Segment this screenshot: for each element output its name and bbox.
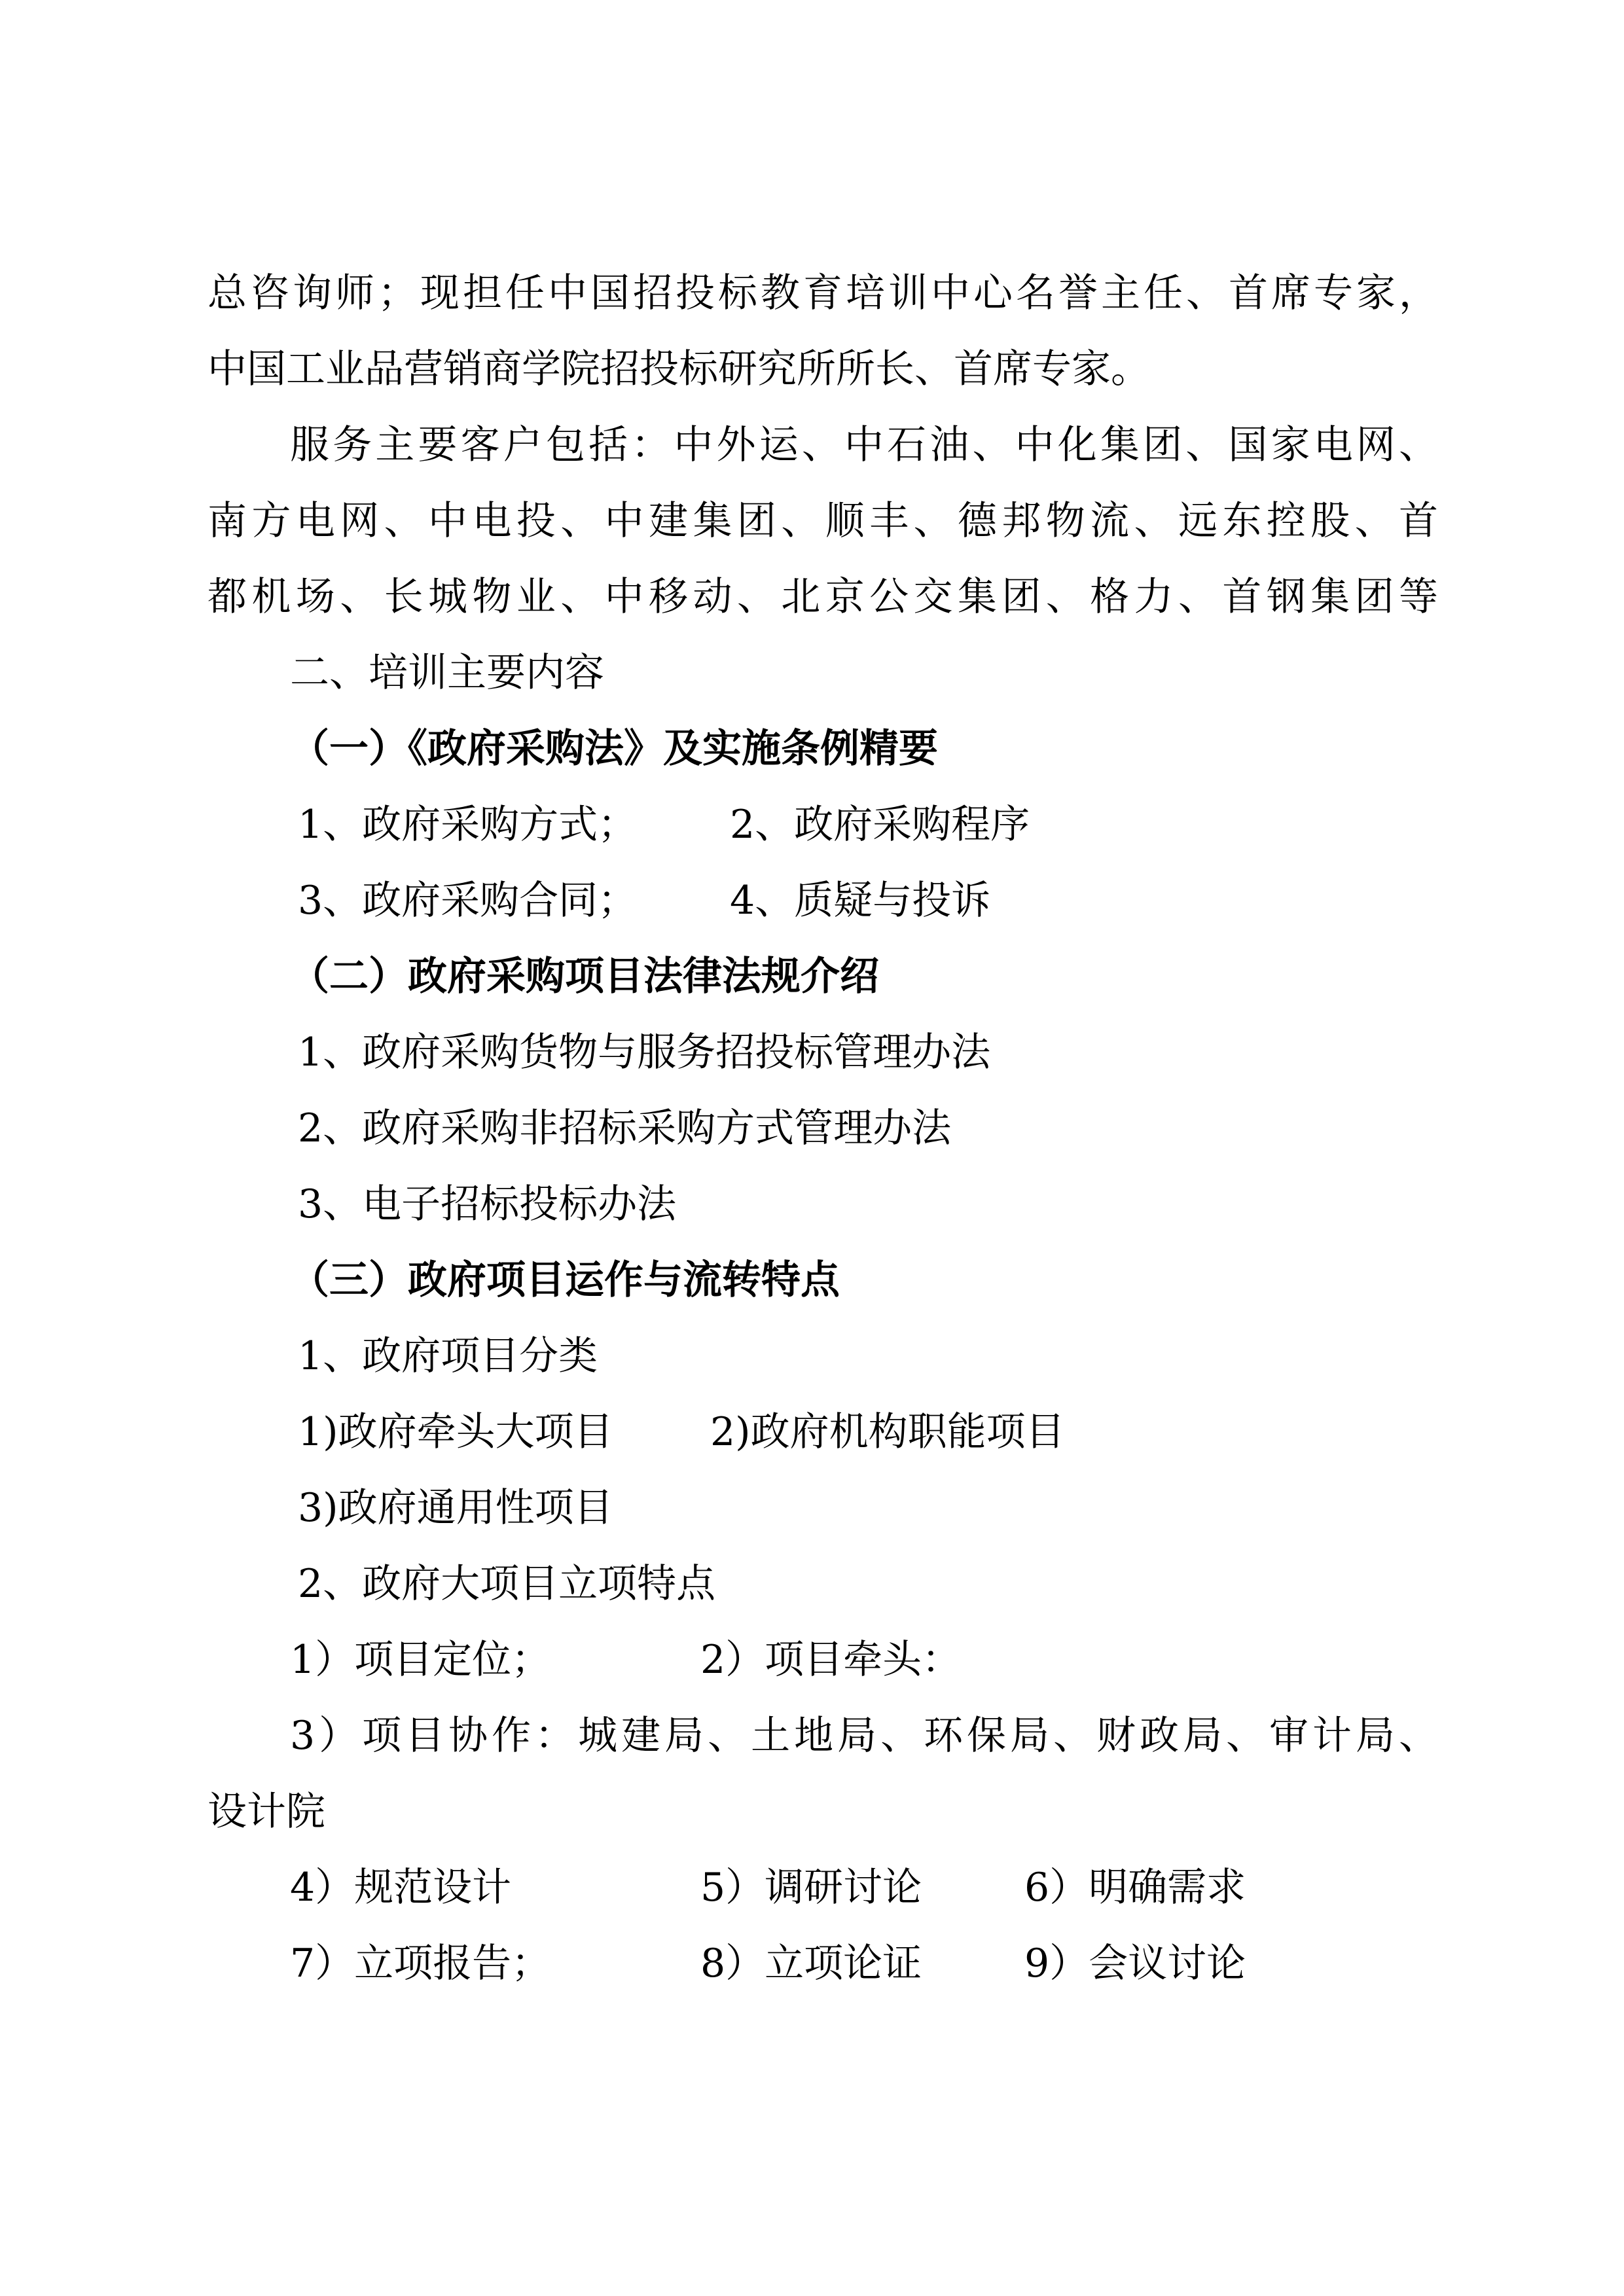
intro-line-2: 中国工业品营销商学院招投标研究所所长、首席专家。 bbox=[208, 346, 1150, 392]
part3-sub2-item: 5）调研讨论 bbox=[700, 1865, 922, 1910]
part3-sub2-item: 2）项目牵头： bbox=[700, 1637, 962, 1683]
clients-line-2: 南方电网、中电投、中建集团、顺丰、德邦物流、远东控股、首 bbox=[208, 498, 1438, 544]
part1-heading: （一）《政府采购法》及实施条例精要 bbox=[290, 726, 938, 772]
part3-sub2-item: 8）立项论证 bbox=[700, 1941, 922, 1986]
section-title: 二、培训主要内容 bbox=[290, 650, 604, 696]
part1-item: 2、政府采购程序 bbox=[730, 802, 1030, 848]
part3-sub1-item: 3)政府通用性项目 bbox=[298, 1485, 613, 1531]
part3-sub2-item: 1）项目定位； bbox=[290, 1637, 551, 1683]
part3-heading: （三）政府项目运作与流转特点 bbox=[290, 1257, 840, 1303]
part3-sub1-item: 1)政府牵头大项目 bbox=[298, 1409, 613, 1455]
part3-sub2-item: 7）立项报告； bbox=[290, 1941, 551, 1986]
part1-item: 4、质疑与投诉 bbox=[730, 878, 991, 924]
intro-line-1: 总咨询师；现担任中国招投标教育培训中心名誉主任、首席专家， bbox=[208, 270, 1438, 316]
part3-sub2-item: 9）会议讨论 bbox=[1024, 1941, 1246, 1986]
part3-sub2: 2、政府大项目立项特点 bbox=[298, 1561, 716, 1607]
part3-sub1: 1、政府项目分类 bbox=[298, 1333, 598, 1379]
part1-item: 1、政府采购方式； bbox=[298, 802, 638, 848]
part2-heading: （二）政府采购项目法律法规介绍 bbox=[290, 954, 879, 999]
part2-item: 2、政府采购非招标采购方式管理办法 bbox=[298, 1105, 952, 1151]
part3-sub2-item: 3）项目协作：城建局、土地局、环保局、财政局、审计局、 bbox=[290, 1713, 1438, 1759]
part3-sub2-item: 4）规范设计 bbox=[290, 1865, 512, 1910]
clients-line-3: 都机场、长城物业、中移动、北京公交集团、格力、首钢集团等 bbox=[208, 574, 1438, 620]
clients-line-1: 服务主要客户包括：中外运、中石油、中化集团、国家电网、 bbox=[290, 422, 1438, 468]
part3-sub2-item: 6）明确需求 bbox=[1024, 1865, 1246, 1910]
part3-sub1-item: 2)政府机构职能项目 bbox=[710, 1409, 1065, 1455]
part2-item: 1、政府采购货物与服务招投标管理办法 bbox=[298, 1030, 991, 1075]
part1-item: 3、政府采购合同； bbox=[298, 878, 638, 924]
part2-item: 3、电子招标投标办法 bbox=[298, 1181, 677, 1227]
part3-sub2-item: 设计院 bbox=[208, 1789, 325, 1835]
